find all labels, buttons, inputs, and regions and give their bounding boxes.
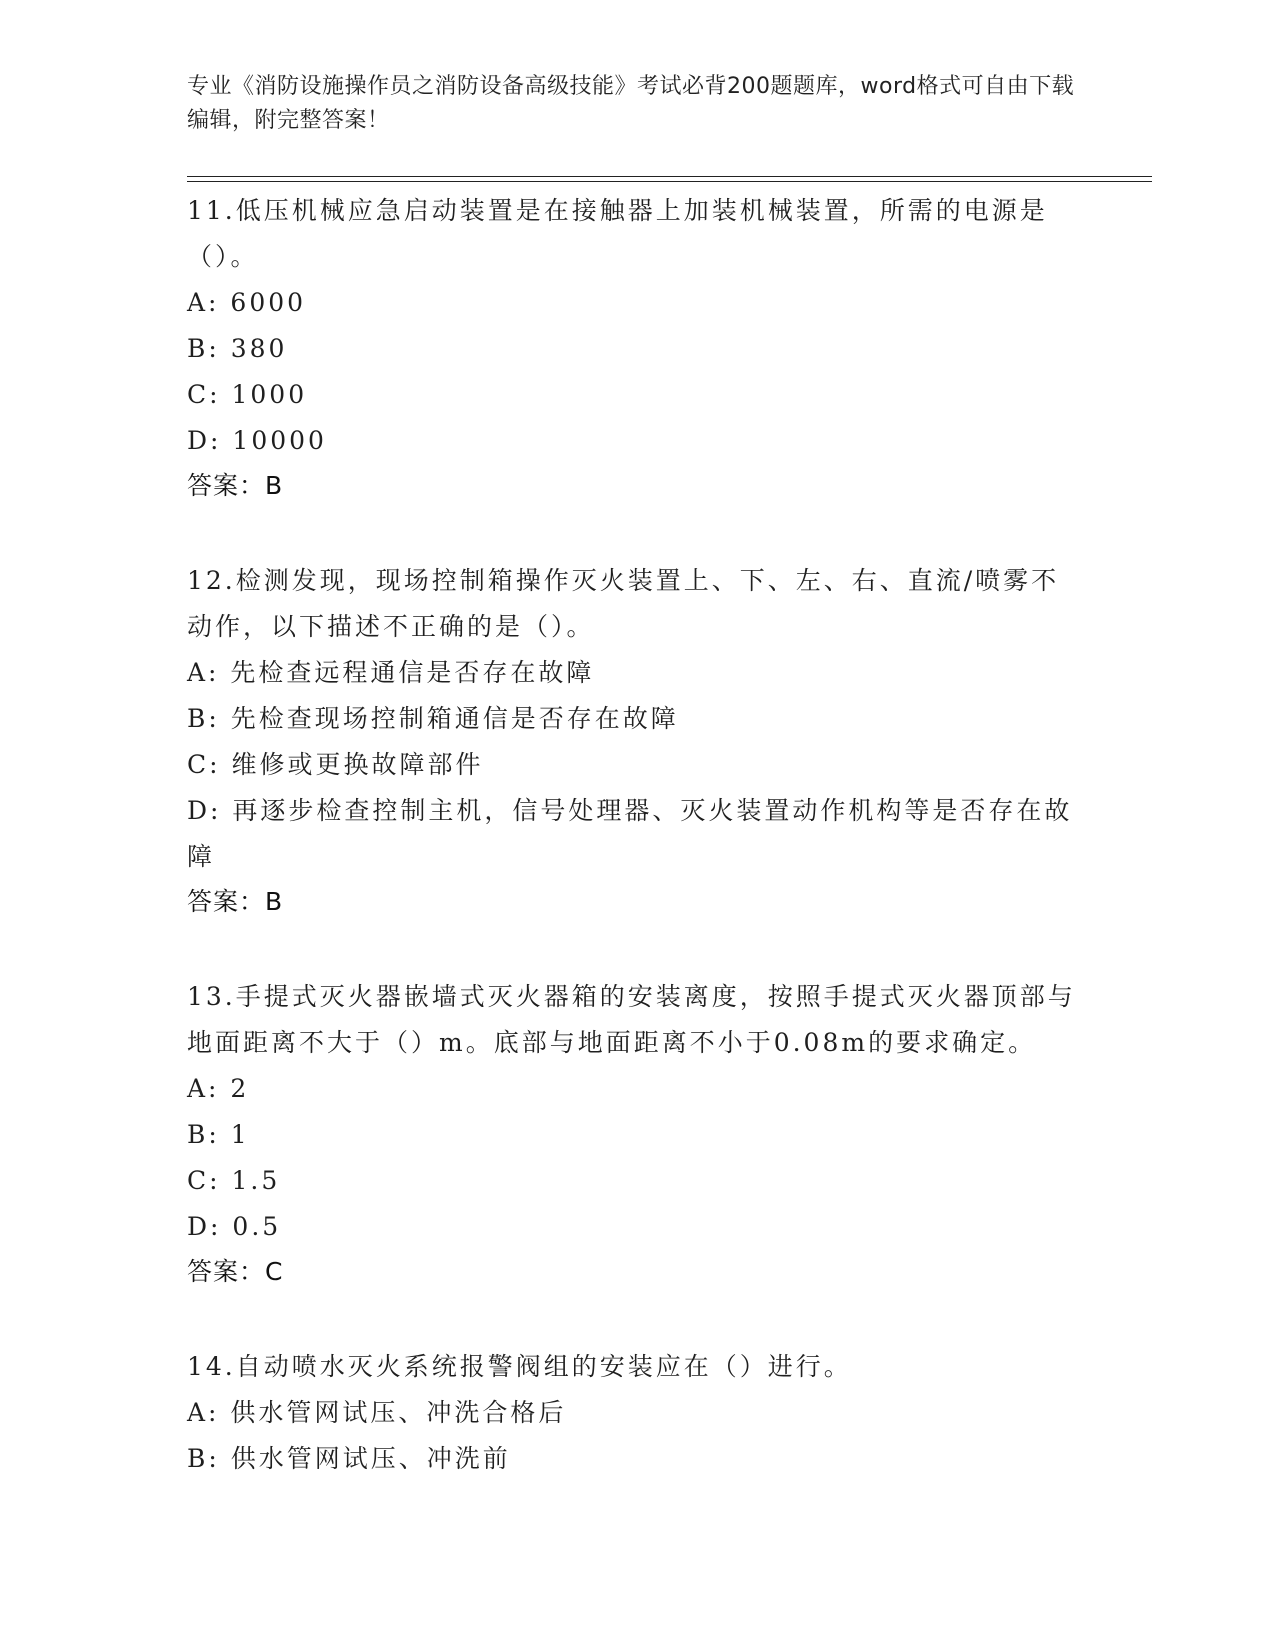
header-rule-top: [187, 176, 1152, 177]
option-b: B: 供水管网试压、冲洗前: [187, 1444, 511, 1473]
option-a: A: 2: [187, 1074, 250, 1103]
question-stem: 12.检测发现，现场控制箱操作灭火装置上、下、左、右、直流/喷雾不动作，以下描述不正确的是（）。: [187, 566, 1060, 641]
answer-label: 答案：B: [187, 887, 284, 916]
option-a: A: 先检查远程通信是否存在故障: [187, 658, 595, 687]
option-c: C: 维修或更换故障部件: [187, 750, 484, 779]
question-14: [187, 1342, 1087, 1482]
option-d: D: 10000: [187, 426, 327, 455]
question-stem: 14.自动喷水灭火系统报警阀组的安装应在（）进行。: [187, 1352, 852, 1381]
option-a: A: 6000: [187, 288, 307, 317]
question-list: [187, 186, 1087, 1530]
option-b: B: 先检查现场控制箱通信是否存在故障: [187, 704, 679, 733]
option-a: A: 供水管网试压、冲洗合格后: [187, 1398, 567, 1427]
answer-label: 答案：C: [187, 1257, 284, 1286]
option-b: B: 1: [187, 1120, 250, 1149]
question-stem: 13.手提式灭火器嵌墙式灭火器箱的安装离度，按照手提式灭火器顶部与地面距离不大于（）m。底部与地面距离不小于0.08m的要求确定。: [187, 982, 1076, 1057]
question-stem: 11.低压机械应急启动装置是在接触器上加装机械装置，所需的电源是（）。: [187, 196, 1048, 271]
option-c: C: 1.5: [187, 1166, 281, 1195]
answer-label: 答案：B: [187, 471, 284, 500]
question-12: [187, 556, 1087, 924]
option-c: C: 1000: [187, 380, 308, 409]
option-b: B: 380: [187, 334, 288, 363]
document-header: 专业《消防设施操作员之消防设备高级技能》考试必背200题题库，word格式可自由下载编辑，附完整答案！: [187, 74, 1075, 133]
question-13: [187, 972, 1087, 1294]
header-rule-bottom: [187, 181, 1152, 182]
option-d: D: 0.5: [187, 1212, 282, 1241]
option-d: D: 再逐步检查控制主机，信号处理器、灭火装置动作机构等是否存在故障: [187, 796, 1073, 871]
question-11: [187, 186, 1087, 508]
